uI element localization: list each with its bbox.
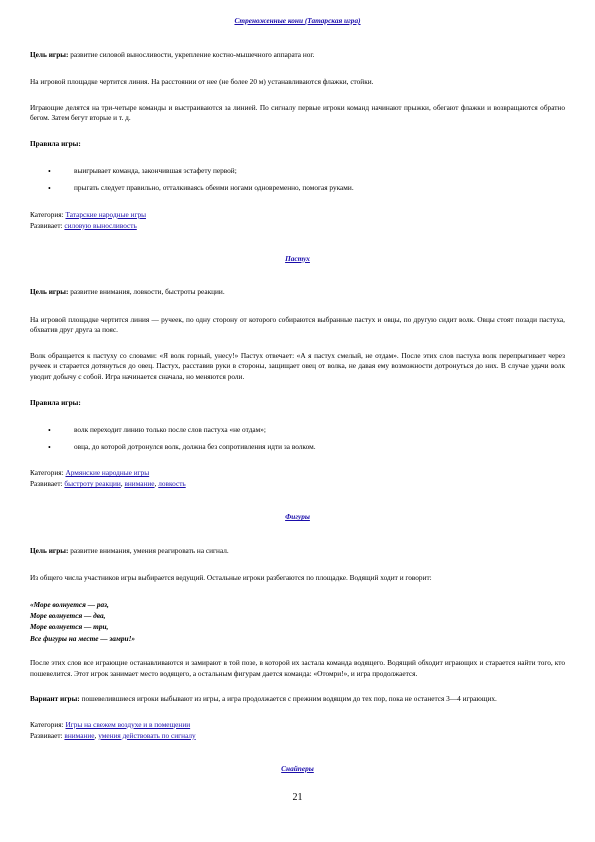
- goal-text: развитие внимания, ловкости, быстроты реакции.: [68, 287, 225, 297]
- game-paragraph: Из общего числа участников игры выбирается ведущий. Остальные игроки разбегаются по площадке. Водящий ходит и говорит:: [30, 573, 432, 583]
- game-title-1: [30, 16, 565, 27]
- variant-label: Вариант игры:: [30, 694, 80, 704]
- category-label: Категория:: [30, 468, 66, 478]
- game-title-3: [30, 512, 565, 523]
- develops-link[interactable]: внимание: [124, 479, 155, 489]
- game-meta-1: [30, 210, 565, 232]
- game-goal-2: [30, 287, 565, 298]
- variant-text: пошевелившиеся игроки выбывают из игры, а игра продолжается с прежним водящим до тех пор, пока не останется 3—4 играющих.: [79, 694, 497, 704]
- game-title-2: [30, 254, 565, 265]
- game-title-link-1[interactable]: Стреноженные кони (Татарская игра): [234, 16, 361, 25]
- develops-link[interactable]: внимание: [64, 730, 95, 740]
- category-line: [30, 468, 565, 479]
- develops-line: [30, 221, 565, 232]
- game-title-4: [30, 764, 565, 775]
- game-paragraph: После этих слов все играющие останавливаются и замирают в той позе, в которой их застала команда водящего. Водящий обходит играющих и старается найти того, кто пошевелится. Этот игрок занимает место водящего, а остальным фигурам дается команда: «Отомри!», и игра продолжается.: [30, 658, 565, 678]
- game-paragraph: Волк обращается к пастуху со словами: «Я волк горный, унесу!» Пастух отвечает: «А я пастух смелый, не отдам». После этих слов пастуха волк перепрыгивает через ручеек и старается дотянуться до овец. Пастух, расставив руки в стороны, защищает овец от волка, не давая ему возможности дотронуться до них. В случае удачи волк уводит добычу с собой. Игра начинается сначала, но меняются роли.: [30, 350, 565, 381]
- category-link[interactable]: Татарские народные игры: [65, 209, 146, 219]
- game-meta-2: [30, 468, 565, 490]
- game-variant: [30, 694, 565, 705]
- goal-label: Цель игры:: [30, 49, 69, 59]
- develops-label: Развивает:: [30, 479, 65, 489]
- rules-label: Правила игры:: [30, 138, 81, 148]
- category-line: [30, 720, 565, 731]
- rules-list-item: • овца, до которой дотронулся волк, должна без сопротивления идти за волком.: [74, 442, 565, 453]
- verse-line: Все фигуры на месте — замри!»: [30, 633, 136, 643]
- develops-link[interactable]: умения действовать по сигналу: [98, 730, 196, 740]
- goal-text: развитие внимания, умения реагировать на сигнал.: [68, 545, 229, 555]
- verse-block: [30, 599, 565, 644]
- rules-label: Правила игры:: [30, 397, 81, 407]
- page-number: 21: [292, 792, 303, 803]
- rules-list-item: • выигрывает команда, закончившая эстафету первой;: [74, 166, 565, 177]
- develops-label: Развивает:: [30, 220, 65, 230]
- game-paragraph: На игровой площадке чертится линия — ручеек, по одну сторону от которого собираются выбранные пастух и овцы, по другую сидит волк. Овцы стоят позади пастуха, обхватив друг друга за пояс.: [30, 314, 565, 335]
- verse-line: Море волнуется — два,: [30, 611, 106, 621]
- verse-line: «Море волнуется — раз,: [30, 599, 109, 609]
- goal-label: Цель игры:: [30, 545, 69, 555]
- category-line: [30, 210, 565, 221]
- game-meta-3: [30, 720, 565, 742]
- rules-list-item: • прыгать следует правильно, отталкиваясь обеими ногами одновременно, помогая руками.: [74, 183, 565, 194]
- game-paragraph: Играющие делятся на три-четыре команды и выстраиваются за линией. По сигналу первые игроки команд начинают прыжки, обегают флажки и возвращаются обратно бегом. Затем бегут вторые и т. д.: [30, 102, 565, 123]
- rules-list: [30, 166, 565, 193]
- game-goal-3: [30, 546, 565, 557]
- develops-line: Развивает: внимание, умения действовать по сигналу: [30, 730, 196, 740]
- develops-line: Развивает: быстроту реакции, внимание, ловкость: [30, 479, 186, 489]
- verse-line: Море волнуется — три,: [30, 622, 109, 632]
- rules-heading: [30, 139, 565, 150]
- develops-label: Развивает:: [30, 730, 65, 740]
- develops-link[interactable]: ловкость: [158, 479, 186, 489]
- category-link[interactable]: Армянские народные игры: [65, 468, 150, 478]
- game-goal-1: [30, 50, 565, 61]
- category-link[interactable]: Игры на свежем воздухе и в помещении: [65, 719, 191, 729]
- category-label: Категория:: [30, 209, 66, 219]
- game-title-link-3[interactable]: Фигуры: [285, 512, 310, 522]
- rules-list: [30, 425, 565, 452]
- category-label: Категория:: [30, 719, 66, 729]
- page-content: [30, 16, 565, 797]
- rules-heading: [30, 398, 565, 409]
- rules-list-item: • волк переходит линию только после слов пастуха «не отдам»;: [74, 425, 565, 436]
- goal-text: развитие силовой выносливости, укрепление костно-мышечного аппарата ног.: [68, 49, 315, 59]
- goal-label: Цель игры:: [30, 287, 69, 297]
- develops-link[interactable]: силовую выносливость: [64, 220, 137, 230]
- game-title-link-2[interactable]: Пастух: [285, 253, 310, 263]
- game-paragraph: На игровой площадке чертится линия. На расстоянии от нее (не более 20 м) устанавливаются флажки, стойки.: [30, 77, 374, 87]
- game-title-link-4[interactable]: Снайперы: [281, 763, 314, 773]
- develops-link[interactable]: быстроту реакции: [64, 479, 121, 489]
